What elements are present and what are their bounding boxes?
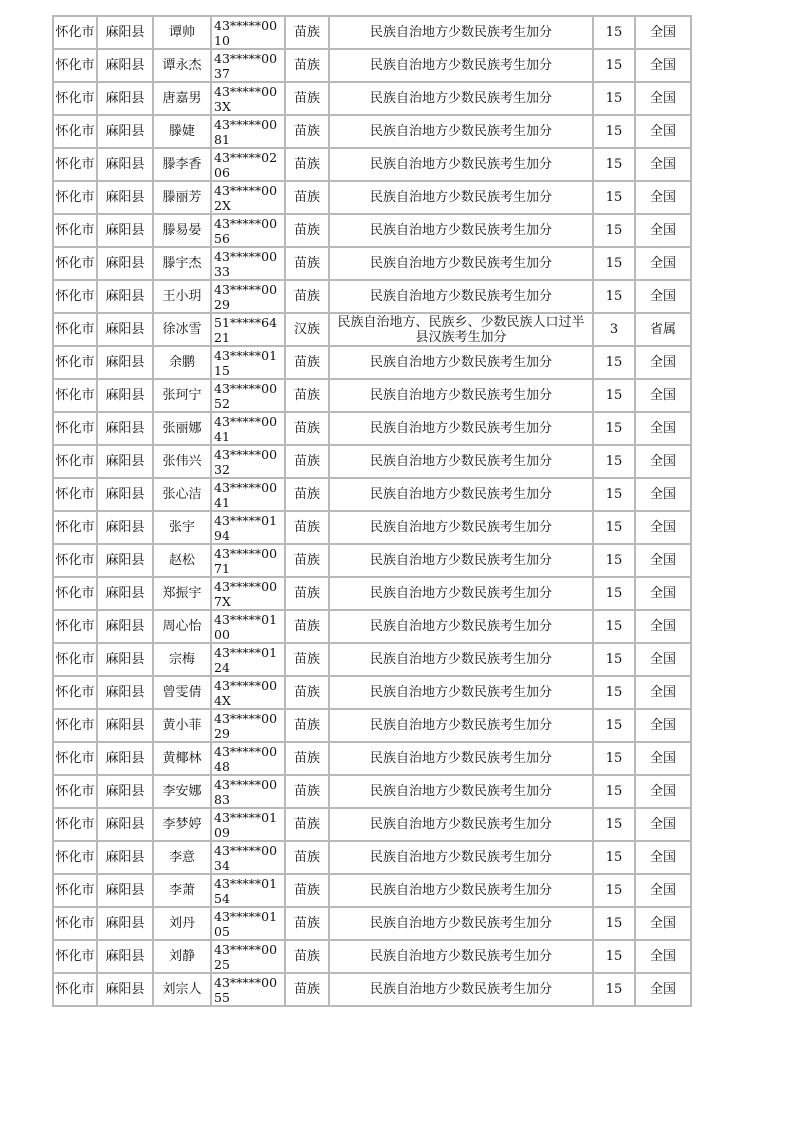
- bonus-policy-cell: 民族自治地方少数民族考生加分: [329, 82, 593, 115]
- bonus-score-cell: 15: [593, 478, 635, 511]
- bonus-policy-cell: 民族自治地方少数民族考生加分: [329, 841, 593, 874]
- id-number-cell: 43*****0194: [211, 511, 285, 544]
- city-cell: 怀化市: [53, 841, 97, 874]
- table-row: [53, 478, 691, 511]
- id-number-cell: 43*****0206: [211, 148, 285, 181]
- city-cell: 怀化市: [53, 16, 97, 49]
- city-cell: 怀化市: [53, 478, 97, 511]
- id-number-cell: 43*****003X: [211, 82, 285, 115]
- student-name-cell: 宗梅: [153, 643, 211, 676]
- county-cell: 麻阳县: [97, 280, 153, 313]
- table-body: [53, 16, 691, 1006]
- id-number-cell: 43*****0052: [211, 379, 285, 412]
- id-number-cell: 43*****0037: [211, 49, 285, 82]
- bonus-score-cell: 15: [593, 247, 635, 280]
- bonus-policy-cell: 民族自治地方少数民族考生加分: [329, 874, 593, 907]
- scope-cell: 全国: [635, 181, 691, 214]
- county-cell: 麻阳县: [97, 874, 153, 907]
- bonus-policy-cell: 民族自治地方少数民族考生加分: [329, 775, 593, 808]
- ethnicity-cell: 苗族: [285, 346, 329, 379]
- bonus-score-cell: 15: [593, 544, 635, 577]
- bonus-policy-cell: 民族自治地方少数民族考生加分: [329, 709, 593, 742]
- city-cell: 怀化市: [53, 742, 97, 775]
- bonus-score-cell: 15: [593, 82, 635, 115]
- student-name-cell: 赵松: [153, 544, 211, 577]
- bonus-score-cell: 15: [593, 49, 635, 82]
- bonus-score-cell: 15: [593, 775, 635, 808]
- table-row: [53, 313, 691, 346]
- student-name-cell: 滕丽芳: [153, 181, 211, 214]
- ethnicity-cell: 苗族: [285, 973, 329, 1006]
- bonus-policy-cell: 民族自治地方少数民族考生加分: [329, 478, 593, 511]
- id-number-cell: 43*****0033: [211, 247, 285, 280]
- city-cell: 怀化市: [53, 412, 97, 445]
- scope-cell: 全国: [635, 247, 691, 280]
- table-row: [53, 511, 691, 544]
- county-cell: 麻阳县: [97, 742, 153, 775]
- id-number-cell: 43*****007X: [211, 577, 285, 610]
- scope-cell: 全国: [635, 973, 691, 1006]
- county-cell: 麻阳县: [97, 82, 153, 115]
- bonus-policy-cell: 民族自治地方少数民族考生加分: [329, 610, 593, 643]
- county-cell: 麻阳县: [97, 16, 153, 49]
- bonus-policy-cell: 民族自治地方少数民族考生加分: [329, 49, 593, 82]
- id-number-cell: 43*****0105: [211, 907, 285, 940]
- student-name-cell: 黄椰林: [153, 742, 211, 775]
- student-name-cell: 滕婕: [153, 115, 211, 148]
- table-row: [53, 577, 691, 610]
- bonus-policy-cell: 民族自治地方少数民族考生加分: [329, 511, 593, 544]
- student-name-cell: 滕易晏: [153, 214, 211, 247]
- county-cell: 麻阳县: [97, 511, 153, 544]
- table-row: [53, 841, 691, 874]
- county-cell: 麻阳县: [97, 445, 153, 478]
- id-number-cell: 43*****0032: [211, 445, 285, 478]
- ethnicity-cell: 汉族: [285, 313, 329, 346]
- table-row: [53, 115, 691, 148]
- bonus-score-cell: 15: [593, 643, 635, 676]
- table-row: [53, 82, 691, 115]
- county-cell: 麻阳县: [97, 610, 153, 643]
- bonus-points-table: [52, 15, 692, 1007]
- id-number-cell: 43*****0055: [211, 973, 285, 1006]
- county-cell: 麻阳县: [97, 181, 153, 214]
- table-row: [53, 874, 691, 907]
- table-row: [53, 973, 691, 1006]
- bonus-score-cell: 15: [593, 709, 635, 742]
- id-number-cell: 43*****002X: [211, 181, 285, 214]
- city-cell: 怀化市: [53, 247, 97, 280]
- scope-cell: 全国: [635, 115, 691, 148]
- city-cell: 怀化市: [53, 346, 97, 379]
- ethnicity-cell: 苗族: [285, 478, 329, 511]
- bonus-policy-cell: 民族自治地方少数民族考生加分: [329, 577, 593, 610]
- ethnicity-cell: 苗族: [285, 445, 329, 478]
- student-name-cell: 郑振宇: [153, 577, 211, 610]
- student-name-cell: 曾雯倩: [153, 676, 211, 709]
- bonus-policy-cell: 民族自治地方少数民族考生加分: [329, 742, 593, 775]
- table-row: [53, 610, 691, 643]
- county-cell: 麻阳县: [97, 808, 153, 841]
- city-cell: 怀化市: [53, 808, 97, 841]
- ethnicity-cell: 苗族: [285, 511, 329, 544]
- table-row: [53, 940, 691, 973]
- ethnicity-cell: 苗族: [285, 577, 329, 610]
- city-cell: 怀化市: [53, 709, 97, 742]
- bonus-score-cell: 15: [593, 874, 635, 907]
- ethnicity-cell: 苗族: [285, 181, 329, 214]
- county-cell: 麻阳县: [97, 247, 153, 280]
- table-row: [53, 808, 691, 841]
- id-number-cell: 43*****0025: [211, 940, 285, 973]
- county-cell: 麻阳县: [97, 709, 153, 742]
- id-number-cell: 43*****0124: [211, 643, 285, 676]
- scope-cell: 全国: [635, 643, 691, 676]
- city-cell: 怀化市: [53, 577, 97, 610]
- table-row: [53, 676, 691, 709]
- scope-cell: 全国: [635, 49, 691, 82]
- student-name-cell: 李萧: [153, 874, 211, 907]
- table-row: [53, 445, 691, 478]
- county-cell: 麻阳县: [97, 907, 153, 940]
- bonus-policy-cell: 民族自治地方少数民族考生加分: [329, 544, 593, 577]
- bonus-score-cell: 15: [593, 940, 635, 973]
- student-name-cell: 滕李香: [153, 148, 211, 181]
- bonus-score-cell: 15: [593, 973, 635, 1006]
- bonus-policy-cell: 民族自治地方少数民族考生加分: [329, 181, 593, 214]
- student-name-cell: 张宇: [153, 511, 211, 544]
- city-cell: 怀化市: [53, 115, 97, 148]
- scope-cell: 全国: [635, 808, 691, 841]
- student-name-cell: 谭永杰: [153, 49, 211, 82]
- ethnicity-cell: 苗族: [285, 379, 329, 412]
- county-cell: 麻阳县: [97, 940, 153, 973]
- table-row: [53, 544, 691, 577]
- scope-cell: 全国: [635, 412, 691, 445]
- student-name-cell: 刘静: [153, 940, 211, 973]
- bonus-policy-cell: 民族自治地方少数民族考生加分: [329, 808, 593, 841]
- table-row: [53, 49, 691, 82]
- scope-cell: 全国: [635, 610, 691, 643]
- student-name-cell: 李梦婷: [153, 808, 211, 841]
- bonus-score-cell: 15: [593, 841, 635, 874]
- bonus-policy-cell: 民族自治地方少数民族考生加分: [329, 643, 593, 676]
- id-number-cell: 43*****0041: [211, 478, 285, 511]
- scope-cell: 全国: [635, 511, 691, 544]
- bonus-policy-cell: 民族自治地方少数民族考生加分: [329, 280, 593, 313]
- ethnicity-cell: 苗族: [285, 544, 329, 577]
- ethnicity-cell: 苗族: [285, 49, 329, 82]
- id-number-cell: 43*****0109: [211, 808, 285, 841]
- bonus-policy-cell: 民族自治地方少数民族考生加分: [329, 676, 593, 709]
- scope-cell: 全国: [635, 940, 691, 973]
- id-number-cell: 43*****0071: [211, 544, 285, 577]
- county-cell: 麻阳县: [97, 115, 153, 148]
- county-cell: 麻阳县: [97, 643, 153, 676]
- student-name-cell: 张珂宁: [153, 379, 211, 412]
- ethnicity-cell: 苗族: [285, 214, 329, 247]
- student-name-cell: 王小玥: [153, 280, 211, 313]
- student-name-cell: 唐嘉男: [153, 82, 211, 115]
- id-number-cell: 43*****0081: [211, 115, 285, 148]
- scope-cell: 全国: [635, 379, 691, 412]
- scope-cell: 全国: [635, 478, 691, 511]
- table-row: [53, 742, 691, 775]
- table-row: [53, 181, 691, 214]
- bonus-score-cell: 15: [593, 412, 635, 445]
- bonus-policy-cell: 民族自治地方少数民族考生加分: [329, 379, 593, 412]
- id-number-cell: 43*****0010: [211, 16, 285, 49]
- bonus-policy-cell: 民族自治地方少数民族考生加分: [329, 412, 593, 445]
- scope-cell: 全国: [635, 445, 691, 478]
- id-number-cell: 43*****0048: [211, 742, 285, 775]
- bonus-score-cell: 3: [593, 313, 635, 346]
- table-row: [53, 379, 691, 412]
- ethnicity-cell: 苗族: [285, 742, 329, 775]
- table-row: [53, 280, 691, 313]
- scope-cell: 全国: [635, 841, 691, 874]
- student-name-cell: 刘宗人: [153, 973, 211, 1006]
- city-cell: 怀化市: [53, 610, 97, 643]
- scope-cell: 全国: [635, 874, 691, 907]
- scope-cell: 全国: [635, 346, 691, 379]
- bonus-score-cell: 15: [593, 148, 635, 181]
- scope-cell: 全国: [635, 280, 691, 313]
- scope-cell: 全国: [635, 577, 691, 610]
- ethnicity-cell: 苗族: [285, 16, 329, 49]
- id-number-cell: 43*****0115: [211, 346, 285, 379]
- bonus-score-cell: 15: [593, 346, 635, 379]
- ethnicity-cell: 苗族: [285, 148, 329, 181]
- city-cell: 怀化市: [53, 49, 97, 82]
- city-cell: 怀化市: [53, 445, 97, 478]
- bonus-policy-cell: 民族自治地方少数民族考生加分: [329, 247, 593, 280]
- city-cell: 怀化市: [53, 676, 97, 709]
- bonus-policy-cell: 民族自治地方少数民族考生加分: [329, 214, 593, 247]
- scope-cell: 全国: [635, 742, 691, 775]
- id-number-cell: 43*****0100: [211, 610, 285, 643]
- ethnicity-cell: 苗族: [285, 82, 329, 115]
- scope-cell: 全国: [635, 676, 691, 709]
- scope-cell: 全国: [635, 907, 691, 940]
- id-number-cell: 43*****0154: [211, 874, 285, 907]
- bonus-score-cell: 15: [593, 808, 635, 841]
- bonus-score-cell: 15: [593, 181, 635, 214]
- bonus-policy-cell: 民族自治地方少数民族考生加分: [329, 115, 593, 148]
- scope-cell: 全国: [635, 214, 691, 247]
- ethnicity-cell: 苗族: [285, 775, 329, 808]
- county-cell: 麻阳县: [97, 49, 153, 82]
- bonus-policy-cell: 民族自治地方少数民族考生加分: [329, 445, 593, 478]
- bonus-score-cell: 15: [593, 115, 635, 148]
- city-cell: 怀化市: [53, 907, 97, 940]
- student-name-cell: 李安娜: [153, 775, 211, 808]
- county-cell: 麻阳县: [97, 775, 153, 808]
- student-name-cell: 周心怡: [153, 610, 211, 643]
- ethnicity-cell: 苗族: [285, 940, 329, 973]
- roster-table-container: [52, 15, 692, 1007]
- city-cell: 怀化市: [53, 511, 97, 544]
- table-row: [53, 214, 691, 247]
- ethnicity-cell: 苗族: [285, 412, 329, 445]
- city-cell: 怀化市: [53, 775, 97, 808]
- bonus-policy-cell: 民族自治地方少数民族考生加分: [329, 907, 593, 940]
- ethnicity-cell: 苗族: [285, 280, 329, 313]
- bonus-score-cell: 15: [593, 379, 635, 412]
- ethnicity-cell: 苗族: [285, 874, 329, 907]
- bonus-score-cell: 15: [593, 214, 635, 247]
- county-cell: 麻阳县: [97, 346, 153, 379]
- bonus-score-cell: 15: [593, 610, 635, 643]
- city-cell: 怀化市: [53, 544, 97, 577]
- bonus-score-cell: 15: [593, 577, 635, 610]
- bonus-score-cell: 15: [593, 907, 635, 940]
- bonus-score-cell: 15: [593, 280, 635, 313]
- scope-cell: 省属: [635, 313, 691, 346]
- county-cell: 麻阳县: [97, 379, 153, 412]
- ethnicity-cell: 苗族: [285, 247, 329, 280]
- ethnicity-cell: 苗族: [285, 610, 329, 643]
- ethnicity-cell: 苗族: [285, 808, 329, 841]
- city-cell: 怀化市: [53, 379, 97, 412]
- bonus-policy-cell: 民族自治地方少数民族考生加分: [329, 940, 593, 973]
- table-row: [53, 346, 691, 379]
- county-cell: 麻阳县: [97, 214, 153, 247]
- county-cell: 麻阳县: [97, 148, 153, 181]
- bonus-score-cell: 15: [593, 16, 635, 49]
- scope-cell: 全国: [635, 82, 691, 115]
- student-name-cell: 黄小菲: [153, 709, 211, 742]
- id-number-cell: 43*****0029: [211, 709, 285, 742]
- id-number-cell: 43*****0083: [211, 775, 285, 808]
- scope-cell: 全国: [635, 775, 691, 808]
- ethnicity-cell: 苗族: [285, 643, 329, 676]
- city-cell: 怀化市: [53, 874, 97, 907]
- id-number-cell: 43*****0029: [211, 280, 285, 313]
- student-name-cell: 余鹏: [153, 346, 211, 379]
- table-row: [53, 709, 691, 742]
- bonus-score-cell: 15: [593, 511, 635, 544]
- ethnicity-cell: 苗族: [285, 907, 329, 940]
- city-cell: 怀化市: [53, 181, 97, 214]
- id-number-cell: 43*****004X: [211, 676, 285, 709]
- ethnicity-cell: 苗族: [285, 709, 329, 742]
- student-name-cell: 张丽娜: [153, 412, 211, 445]
- student-name-cell: 刘丹: [153, 907, 211, 940]
- city-cell: 怀化市: [53, 973, 97, 1006]
- ethnicity-cell: 苗族: [285, 676, 329, 709]
- scope-cell: 全国: [635, 544, 691, 577]
- city-cell: 怀化市: [53, 214, 97, 247]
- table-row: [53, 16, 691, 49]
- id-number-cell: 43*****0041: [211, 412, 285, 445]
- county-cell: 麻阳县: [97, 544, 153, 577]
- bonus-score-cell: 15: [593, 676, 635, 709]
- city-cell: 怀化市: [53, 82, 97, 115]
- bonus-policy-cell: 民族自治地方少数民族考生加分: [329, 346, 593, 379]
- bonus-policy-cell: 民族自治地方少数民族考生加分: [329, 16, 593, 49]
- ethnicity-cell: 苗族: [285, 841, 329, 874]
- scope-cell: 全国: [635, 16, 691, 49]
- student-name-cell: 谭帅: [153, 16, 211, 49]
- student-name-cell: 徐冰雪: [153, 313, 211, 346]
- county-cell: 麻阳县: [97, 676, 153, 709]
- table-row: [53, 643, 691, 676]
- county-cell: 麻阳县: [97, 313, 153, 346]
- bonus-policy-cell: 民族自治地方、民族乡、少数民族人口过半县汉族考生加分: [329, 313, 593, 346]
- student-name-cell: 滕宇杰: [153, 247, 211, 280]
- table-row: [53, 148, 691, 181]
- bonus-policy-cell: 民族自治地方少数民族考生加分: [329, 148, 593, 181]
- county-cell: 麻阳县: [97, 412, 153, 445]
- id-number-cell: 43*****0056: [211, 214, 285, 247]
- ethnicity-cell: 苗族: [285, 115, 329, 148]
- bonus-score-cell: 15: [593, 445, 635, 478]
- student-name-cell: 李意: [153, 841, 211, 874]
- city-cell: 怀化市: [53, 313, 97, 346]
- county-cell: 麻阳县: [97, 478, 153, 511]
- id-number-cell: 43*****0034: [211, 841, 285, 874]
- city-cell: 怀化市: [53, 940, 97, 973]
- county-cell: 麻阳县: [97, 841, 153, 874]
- scope-cell: 全国: [635, 148, 691, 181]
- city-cell: 怀化市: [53, 280, 97, 313]
- city-cell: 怀化市: [53, 148, 97, 181]
- table-row: [53, 412, 691, 445]
- student-name-cell: 张心洁: [153, 478, 211, 511]
- scope-cell: 全国: [635, 709, 691, 742]
- bonus-score-cell: 15: [593, 742, 635, 775]
- table-row: [53, 247, 691, 280]
- bonus-policy-cell: 民族自治地方少数民族考生加分: [329, 973, 593, 1006]
- table-row: [53, 775, 691, 808]
- county-cell: 麻阳县: [97, 973, 153, 1006]
- student-name-cell: 张伟兴: [153, 445, 211, 478]
- table-row: [53, 907, 691, 940]
- id-number-cell: 51*****6421: [211, 313, 285, 346]
- city-cell: 怀化市: [53, 643, 97, 676]
- county-cell: 麻阳县: [97, 577, 153, 610]
